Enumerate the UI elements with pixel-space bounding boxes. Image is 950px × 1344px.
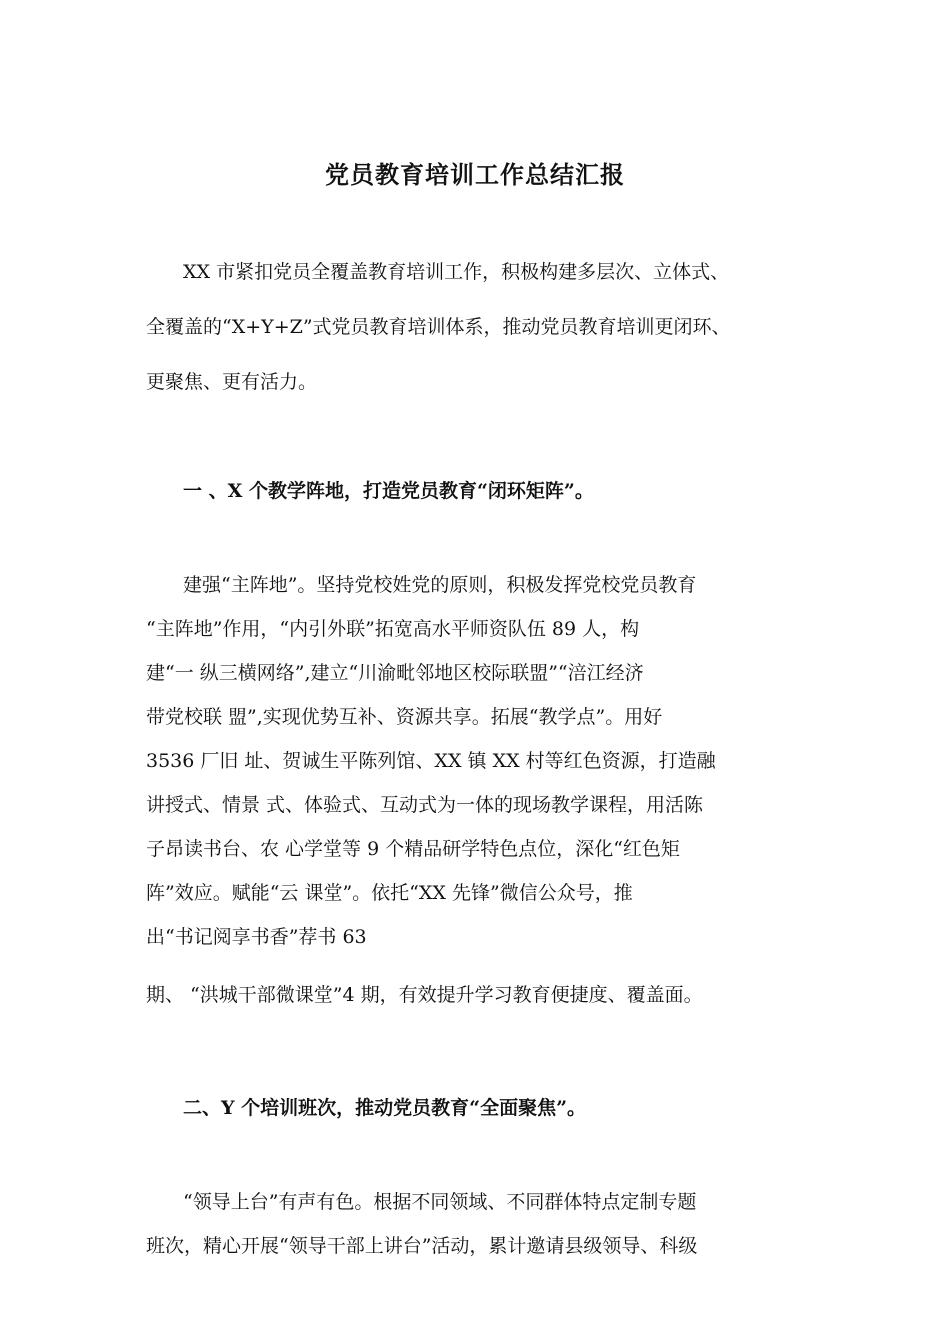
intro-paragraph [146, 245, 806, 410]
section-2-line-2: 班次，精心开展“领导干部上讲台”活动，累计邀请县级领导、科级 [146, 1235, 698, 1257]
section-2-paragraph [146, 1180, 806, 1268]
intro-line-1: XX 市紧扣党员全覆盖教育培训工作，积极构建多层次、立体式、 [183, 261, 730, 283]
section-1-line-3: 建“一 纵三横网络”,建立“川渝毗邻地区校际联盟”“涪江经济 [146, 662, 644, 684]
document-title: 党员教育培训工作总结汇报 [325, 160, 625, 189]
intro-line-3: 更聚焦、更有活力。 [146, 371, 318, 393]
section-1-heading: 一 、X 个教学阵地，打造党员教育“闭环矩阵”。 [183, 480, 594, 502]
section-2-heading: 二、Y 个培训班次，推动党员教育“全面聚焦”。 [183, 1097, 587, 1119]
intro-line-2: 全覆盖的“X+Y+Z”式党员教育培训体系，推动党员教育培训更闭环、 [146, 316, 731, 338]
section-1-line-7: 子昂读书台、农 心学堂等 9 个精品研学特色点位，深化“红色矩 [146, 838, 680, 860]
section-1-line-10: 期、 “洪城干部微课堂”4 期，有效提升学习教育便捷度、覆盖面。 [146, 984, 703, 1006]
section-1-line-4: 带党校联 盟”,实现优势互补、资源共享。拓展“教学点”。用好 [146, 706, 663, 728]
section-1-line-8: 阵”效应。赋能“云 课堂”。依托“XX 先锋”微信公众号，推 [146, 882, 633, 904]
section-1-line-2: “主阵地”作用，“内引外联”拓宽高水平师资队伍 89 人，构 [146, 618, 640, 640]
section-1-line-9: 出“书记阅享书香”荐书 63 [146, 926, 367, 948]
section-1-line-1: 建强“主阵地”。坚持党校姓党的原则，积极发挥党校党员教育 [183, 574, 697, 596]
section-2-line-1: “领导上台”有声有色。根据不同领域、不同群体特点定制专题 [183, 1191, 697, 1213]
section-1-line-6: 讲授式、情景 式、体验式、互动式为一体的现场教学课程，用活陈 [146, 794, 704, 816]
section-1-paragraph [146, 563, 806, 1017]
section-1-line-5: 3536 厂旧 址、贺诚生平陈列馆、XX 镇 XX 村等红色资源，打造融 [146, 750, 716, 772]
